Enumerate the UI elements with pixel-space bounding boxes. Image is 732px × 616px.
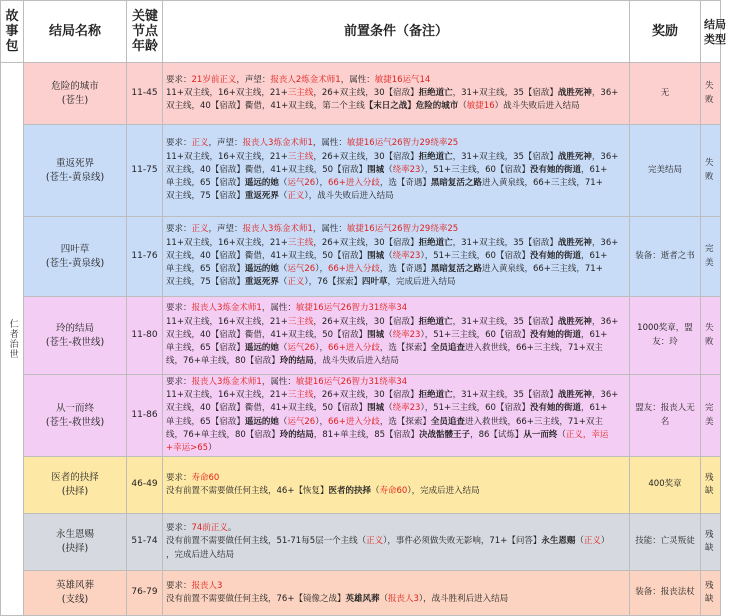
requirement-highlight: 正义 [583, 536, 601, 547]
reward-cell: 盟友：报丧人无名 [630, 375, 701, 457]
condition-line [166, 402, 626, 415]
key-age-cell: 11-45 [127, 63, 163, 125]
condition-line [166, 74, 626, 87]
ending-type-cell: 残缺 [701, 457, 721, 514]
condition-text: ，选【探索】 [379, 416, 431, 427]
condition-text: ，26+双主线，30【宿敌】 [313, 87, 419, 98]
condition-text: ），51+三主线，60【宿敌】 [420, 164, 530, 175]
condition-text: ，属性： [340, 74, 375, 85]
condition-text: ，选【奇遇】 [379, 264, 431, 275]
condition-text: 进入救世线，66+三主线，71+双主 [464, 416, 603, 427]
condition-line [166, 549, 626, 562]
condition-text: ，选【探索】 [379, 343, 431, 354]
conditions-cell [163, 375, 630, 457]
key-age-cell: 11-86 [127, 375, 163, 457]
ending-type-cell: 失败 [701, 297, 721, 375]
event-name: 从一而终 [523, 429, 558, 440]
header-conditions: 前置条件（备注） [163, 1, 630, 63]
ending-name-cell [24, 217, 127, 297]
condition-line [166, 250, 626, 263]
key-age-cell: 46-49 [127, 457, 163, 514]
ending-type-cell: 完美 [701, 375, 721, 457]
condition-text: ，86【试炼】 [470, 429, 524, 440]
condition-text: 线，76+单主线，80【宿敌】 [166, 356, 280, 367]
event-name: 医者的抉择 [328, 486, 371, 496]
ending-branch: (支线) [61, 594, 89, 605]
requirement-highlight: 敏捷16运气26智力31绕率34 [295, 303, 408, 314]
condition-text: 双主线，75【宿敌】 [166, 191, 245, 202]
condition-text: 线，76+单主线，80【宿敌】 [166, 429, 280, 440]
requirement-highlight: 66+进入分歧 [327, 343, 380, 354]
requirement-highlight: 运气26 [287, 264, 316, 275]
condition-text: 要求： [166, 376, 192, 387]
ending-branch: (苍生-黄泉线) [45, 171, 105, 183]
condition-text: （ [278, 277, 288, 288]
ending-type-cell: 残缺 [701, 571, 721, 616]
requirement-highlight: 绕率23 [392, 250, 421, 261]
ending-name: 英雄风葬 [55, 580, 94, 591]
condition-text: ，31+双主线，35【宿敌】 [452, 316, 558, 327]
event-name: 没有她的街道 [529, 403, 581, 414]
reward-cell: 装备：报丧法杖 [630, 571, 701, 616]
ending-row [1, 217, 721, 297]
event-name: 重返死界 [244, 277, 279, 288]
requirement-highlight: 敏捷16 [466, 101, 495, 112]
condition-text: ，26+双主线，30【宿敌】 [313, 390, 419, 401]
header-reward: 奖励 [630, 1, 701, 63]
condition-text: 没有前置不需要做任何主线，51-71每5层一个主线（ [166, 536, 367, 547]
ending-row [1, 63, 721, 125]
condition-text: ，属性： [261, 376, 296, 387]
condition-line [166, 429, 626, 442]
ending-name-cell [24, 63, 127, 125]
event-name: 遥远的她 [244, 264, 279, 275]
event-name: 黑暗复活之路 [430, 178, 482, 189]
requirement-highlight: 绕率23 [392, 164, 421, 175]
ending-type-cell: 完美 [701, 217, 721, 297]
condition-text: 要求： [166, 138, 192, 149]
ending-name: 玲的结局 [55, 322, 94, 334]
event-name: 英雄风葬 [345, 594, 380, 604]
requirement-highlight: 寿命60 [191, 472, 220, 483]
condition-line [166, 263, 626, 276]
reward-cell: 完美结局 [630, 125, 701, 217]
requirement-highlight: 66+进入分歧 [327, 178, 380, 189]
condition-line [166, 342, 626, 355]
event-name: 拒绝道亡 [418, 316, 453, 327]
condition-text: 11+双主线，16+双主线，21+ [166, 390, 288, 401]
ending-name: 危险的城市 [51, 80, 99, 92]
condition-text: （ [278, 416, 288, 427]
requirement-highlight: 正义 [287, 277, 305, 288]
ending-name-cell [24, 125, 127, 217]
requirement-highlight: 运气26 [287, 178, 316, 189]
event-name: 全员追查 [430, 343, 465, 354]
condition-text: 没有前置不需要做任何主线，46+【恢复】 [166, 486, 329, 496]
event-name: 决战骷髅王子 [419, 429, 471, 440]
event-name: 没有她的街道 [529, 250, 581, 261]
condition-text: （ [278, 343, 288, 354]
condition-text: 11+双主线，16+双主线，21+ [166, 87, 288, 98]
requirement-highlight: 正义 [191, 224, 209, 235]
ending-branch: (抉择) [61, 543, 89, 554]
condition-text: 没有前置不需要做任何主线，76+【镜像之战】 [166, 594, 346, 604]
condition-line [166, 472, 626, 485]
condition-text: ，61+ [580, 250, 608, 261]
condition-text: ，31+双主线，35【宿敌】 [452, 151, 558, 162]
condition-text: 要求： [166, 303, 192, 314]
condition-text: ）， [315, 178, 328, 189]
condition-text: ，声望： [208, 138, 243, 149]
condition-text: ），51+三主线，60【宿敌】 [420, 250, 530, 261]
condition-text: ），战斗胜利后进入结局 [418, 594, 509, 604]
key-age-cell: 11-80 [127, 297, 163, 375]
ending-name-cell [24, 297, 127, 375]
event-name: 战胜死神 [557, 151, 592, 162]
condition-text: ，选【奇遇】 [379, 178, 431, 189]
event-name: 拒绝道亡 [418, 390, 453, 401]
condition-text: 要求： [166, 472, 192, 483]
ending-type-cell: 失败 [701, 125, 721, 217]
requirement-highlight: 正义 [287, 191, 305, 202]
requirement-highlight: 21岁前正义 [191, 74, 237, 85]
condition-text: 双主线，40【宿敌】衢借，41+双主线，第二个主线 [166, 101, 365, 112]
condition-text: 要求： [166, 523, 192, 534]
condition-text: ，61+ [580, 403, 608, 414]
condition-text: ，26+双主线，30【宿敌】 [313, 237, 419, 248]
requirement-highlight: 报丧人2炼金术师1 [270, 74, 341, 85]
condition-text: ），51+三主线，60【宿敌】 [420, 329, 530, 340]
condition-text: 双主线，40【宿敌】衢借，41+双主线，50【宿敌】 [166, 250, 368, 261]
condition-text: ，31+双主线，35【宿敌】 [452, 390, 558, 401]
condition-text: ，61+ [580, 164, 608, 175]
ending-row [1, 375, 721, 457]
requirement-highlight: 敏捷16运气26智力31绕率34 [295, 376, 408, 387]
condition-text: 单主线，65【宿敌】 [166, 178, 245, 189]
condition-text: ）， [315, 264, 328, 275]
condition-line [166, 329, 626, 342]
requirement-highlight: 三主线 [287, 390, 314, 401]
requirement-highlight: 报丧人3炼金术师1 [242, 224, 313, 235]
condition-line [166, 223, 626, 236]
condition-line [166, 535, 626, 548]
requirement-highlight: 三主线 [287, 151, 314, 162]
condition-text: ），51+三主线，60【宿敌】 [420, 403, 530, 414]
condition-text: 双主线，75【宿敌】 [166, 277, 245, 288]
reward-cell: 装备：逝者之书 [630, 217, 701, 297]
header-type: 结局类型 [701, 1, 721, 63]
condition-text: ），战斗失败后进入结局 [304, 191, 394, 202]
condition-line [166, 164, 626, 177]
conditions-cell [163, 514, 630, 571]
requirement-highlight: 正义 [366, 536, 384, 547]
requirement-highlight: 运气26 [287, 343, 316, 354]
condition-text: ，26+双主线，30【宿敌】 [313, 151, 419, 162]
conditions-cell [163, 217, 630, 297]
condition-text: 要求： [166, 580, 192, 591]
ending-name-cell [24, 514, 127, 571]
condition-text: （ [278, 178, 288, 189]
condition-text: （ [370, 486, 380, 496]
condition-text: 要求： [166, 74, 192, 85]
condition-text: 进入黄泉线，66+三主线，71+ [481, 264, 603, 275]
event-name: 围城 [367, 250, 385, 261]
ending-type-cell: 残缺 [701, 514, 721, 571]
ending-name-cell [24, 375, 127, 457]
condition-text: （ [384, 329, 393, 340]
key-age-cell: 11-76 [127, 217, 163, 297]
condition-text: ） [208, 442, 217, 453]
requirement-highlight: 绕率23 [392, 329, 421, 340]
ending-row [1, 297, 721, 375]
event-name: 永生恩赐 [541, 536, 576, 547]
condition-text: ，61+ [580, 329, 608, 340]
event-name: 拒绝道亡 [418, 237, 453, 248]
event-name: 围城 [367, 329, 385, 340]
condition-text: （ [278, 264, 288, 275]
event-name: 战胜死神 [557, 390, 592, 401]
condition-text: 进入救世线，66+三主线，71+双主 [464, 343, 603, 354]
requirement-highlight: 三主线 [287, 237, 314, 248]
ending-name: 从一而终 [55, 402, 94, 414]
event-name: 没有她的街道 [529, 164, 581, 175]
event-name: 【末日之战】危险的城市 [364, 101, 459, 112]
event-name: 围城 [367, 403, 385, 414]
condition-line [166, 355, 626, 368]
condition-text: ，36+ [591, 390, 619, 401]
condition-line [166, 100, 626, 113]
event-name: 没有她的街道 [529, 329, 581, 340]
requirement-highlight: 66+进入分歧 [327, 264, 380, 275]
condition-text: ，战斗失败后进入结局 [313, 356, 399, 367]
condition-line [166, 416, 626, 429]
ending-branch: (抉择) [61, 486, 89, 497]
condition-text: 双主线，40【宿敌】衢借，41+双主线，50【宿敌】 [166, 329, 368, 340]
header-name: 结局名称 [24, 1, 127, 63]
header-story: 故事包 [1, 1, 24, 63]
condition-text: ，完成后进入结局 [166, 549, 235, 560]
condition-line [166, 593, 626, 606]
reward-cell: 1000奖章，盟友：玲 [630, 297, 701, 375]
condition-text: 11+双主线，16+双主线，21+ [166, 151, 288, 162]
ending-branch: (苍生) [61, 94, 89, 106]
condition-line [166, 177, 626, 190]
event-name: 战胜死神 [557, 316, 592, 327]
condition-line [166, 485, 626, 498]
condition-text: ，属性： [312, 224, 347, 235]
ending-branch: (苍生-救世线) [45, 336, 105, 348]
conditions-cell [163, 571, 630, 616]
requirement-highlight: 敏捷16运气26智力29绕率25 [346, 138, 459, 149]
condition-line [166, 237, 626, 250]
ending-branch: (苍生-救世线) [45, 416, 105, 428]
requirement-highlight: 66+进入分歧 [327, 416, 380, 427]
event-name: 拒绝道亡 [418, 151, 453, 162]
ending-row [1, 457, 721, 514]
ending-type-cell: 失败 [701, 63, 721, 125]
condition-text: （ [384, 403, 393, 414]
condition-text: ，31+双主线，35【宿敌】 [452, 87, 558, 98]
requirement-highlight: 三主线 [287, 316, 314, 327]
requirement-highlight: 报丧人3 [387, 594, 419, 604]
header-row [1, 1, 721, 63]
condition-text: 双主线，40【宿敌】衢借，41+双主线，50【宿敌】 [166, 164, 368, 175]
condition-text: （ [458, 101, 467, 112]
condition-text: ），完成后进入结局 [407, 486, 480, 496]
requirement-highlight: 绕率23 [392, 403, 421, 414]
condition-text: ，声望： [208, 224, 243, 235]
condition-line [166, 190, 626, 203]
condition-line [166, 442, 626, 455]
condition-text: ，属性： [261, 303, 296, 314]
condition-text: 11+双主线，16+双主线，21+ [166, 237, 288, 248]
condition-text: ，81+单主线，85【宿敌】 [313, 429, 420, 440]
condition-text: ） [600, 536, 610, 547]
reward-cell: 400奖章 [630, 457, 701, 514]
event-name: 玲的结局 [279, 356, 314, 367]
requirement-highlight: 报丧人3炼金术师1 [242, 138, 313, 149]
condition-text: ），事件必须做失败无影响，71+【问答】 [383, 536, 542, 547]
condition-text: ，完成后进入结局 [387, 277, 456, 288]
reward-cell: 技能：亡灵叛徒 [630, 514, 701, 571]
event-name: 重返死界 [244, 191, 279, 202]
key-age-cell: 51-74 [127, 514, 163, 571]
condition-line [166, 376, 626, 389]
ending-row [1, 125, 721, 217]
conditions-cell [163, 63, 630, 125]
condition-text: ）， [315, 343, 328, 354]
requirement-highlight: 寿命60 [379, 486, 408, 496]
condition-text: ，36+ [591, 151, 619, 162]
event-name: 战胜死神 [557, 87, 592, 98]
condition-text: 。 [227, 523, 237, 534]
ending-name: 医者的抉择 [51, 472, 99, 483]
requirement-highlight: +幸运>65 [166, 442, 209, 453]
condition-line [166, 580, 626, 593]
condition-line [166, 389, 626, 402]
requirement-highlight: 敏捷16运气26智力29绕率25 [346, 224, 459, 235]
key-age-cell: 11-75 [127, 125, 163, 217]
ending-name-cell [24, 571, 127, 616]
requirement-highlight: 74前正义 [191, 523, 228, 534]
condition-line [166, 522, 626, 535]
event-name: 黑暗复活之路 [430, 264, 482, 275]
condition-text: 11+双主线，16+双主线，21+ [166, 316, 288, 327]
condition-text: （ [557, 429, 566, 440]
condition-text: ，26+双主线，30【宿敌】 [313, 316, 419, 327]
condition-text: 单主线，65【宿敌】 [166, 264, 245, 275]
event-name: 遥远的她 [244, 178, 279, 189]
condition-text: 进入黄泉线，66+三主线，71+ [481, 178, 603, 189]
requirement-highlight: 三主线 [287, 87, 314, 98]
condition-line [166, 276, 626, 289]
condition-text: （ [575, 536, 584, 547]
condition-line [166, 87, 626, 100]
condition-text: 要求： [166, 224, 192, 235]
condition-line [166, 151, 626, 164]
key-age-cell: 76-79 [127, 571, 163, 616]
conditions-cell [163, 297, 630, 375]
condition-text: ），76【探索】 [304, 277, 362, 288]
event-name: 四叶草 [361, 277, 388, 288]
event-name: 战胜死神 [557, 237, 592, 248]
condition-text: （ [278, 191, 288, 202]
condition-text: （ [379, 594, 388, 604]
requirement-highlight: 报丧人3 [191, 580, 223, 591]
condition-text: 双主线，40【宿敌】衢借，41+双主线，50【宿敌】 [166, 403, 368, 414]
condition-text: 单主线，65【宿敌】 [166, 416, 245, 427]
condition-line [166, 137, 626, 150]
event-name: 全员追查 [430, 416, 465, 427]
ending-name: 永生恩赐 [55, 529, 94, 540]
requirement-highlight: 正义 [191, 138, 209, 149]
condition-text: ，36+ [591, 237, 619, 248]
ending-branch: (苍生-黄泉线) [45, 257, 105, 269]
story-pack-cell: 仁者治世 [1, 63, 24, 616]
condition-text: ，属性： [312, 138, 347, 149]
condition-text: ，声望： [236, 74, 271, 85]
ending-row [1, 514, 721, 571]
condition-text: 单主线，65【宿敌】 [166, 343, 245, 354]
ending-name-cell [24, 457, 127, 514]
condition-line [166, 316, 626, 329]
condition-text: ，36+ [591, 316, 619, 327]
condition-text: ，31+双主线，35【宿敌】 [452, 237, 558, 248]
conditions-cell [163, 457, 630, 514]
reward-cell: 无 [630, 63, 701, 125]
requirement-highlight: 报丧人3炼金术师1 [191, 376, 262, 387]
requirement-highlight: 敏捷16运气14 [374, 74, 431, 85]
event-name: 拒绝道亡 [418, 87, 453, 98]
header-age: 关键节点年龄 [127, 1, 163, 63]
requirement-highlight: 运气26 [287, 416, 316, 427]
event-name: 遥远的她 [244, 416, 279, 427]
ending-name: 四叶草 [60, 243, 90, 255]
requirement-highlight: 正义，幸运 [565, 429, 609, 440]
ending-name: 重返死界 [55, 157, 94, 169]
condition-text: （ [384, 250, 393, 261]
condition-line [166, 302, 626, 315]
ending-row [1, 571, 721, 616]
condition-text: ）战斗失败后进入结局 [494, 101, 580, 112]
condition-text: ）， [315, 416, 328, 427]
requirement-highlight: 报丧人3炼金术师1 [191, 303, 262, 314]
event-name: 遥远的她 [244, 343, 279, 354]
conditions-cell [163, 125, 630, 217]
condition-text: （ [384, 164, 393, 175]
event-name: 玲的结局 [279, 429, 314, 440]
event-name: 围城 [367, 164, 385, 175]
condition-text: ，36+ [591, 87, 619, 98]
